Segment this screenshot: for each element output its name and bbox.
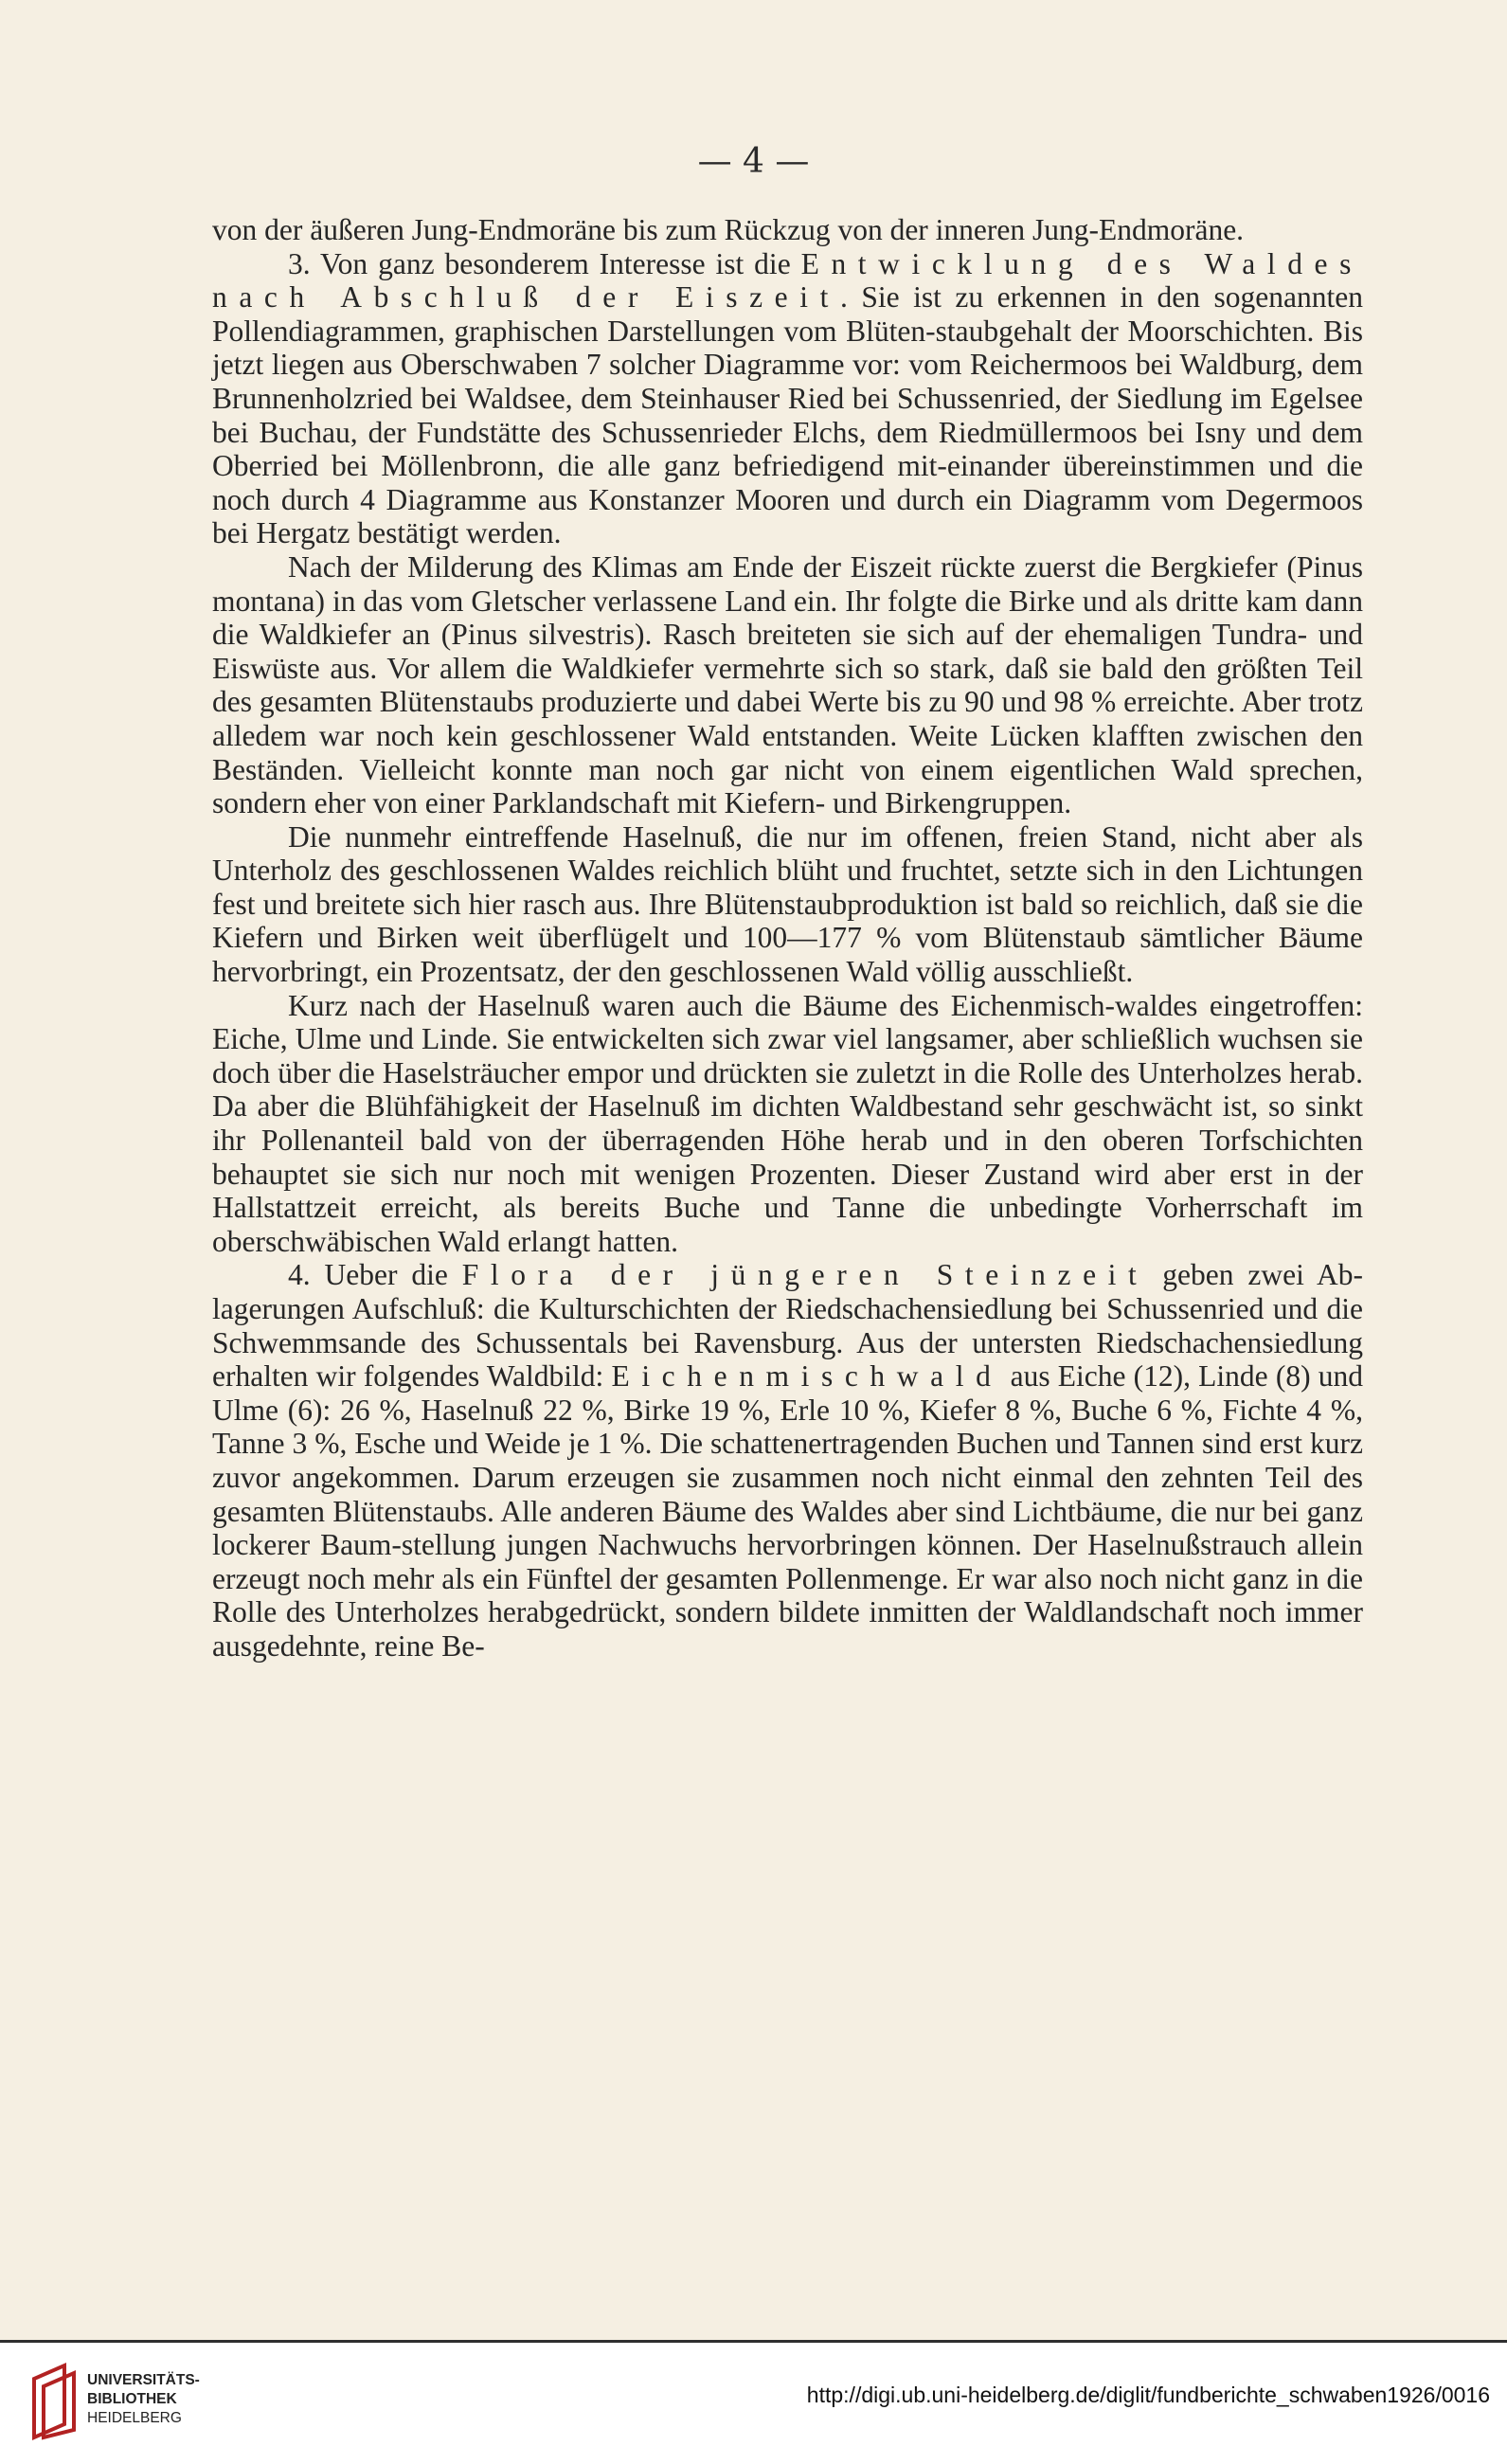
paragraph-text: Die nunmehr eintreffende Haselnuß, die nur im offenen, freien Stand, nicht aber als Unterholz des geschlossenen Waldes reichlich blüht und fruchtet, setzte sich in den Lichtungen fest und breitete sich hier rasch aus. Ihre Blütenstaubproduktion ist bald so reichlich, daß sie die Kiefern und Birken weit überflügelt und 100—177 % vom Blütenstaub sämtlicher Bäume hervorbringt, ein Prozentsatz, der den geschlossenen Wald völlig ausschließt.	[212, 819, 1363, 989]
source-url-link[interactable]: http://digi.ub.uni-heidelberg.de/diglit/fundberichte_schwaben1926/0016	[806, 2383, 1490, 2407]
spaced-emphasis-text: Entwicklung des Waldes nach Abschluß der Eiszeit	[212, 246, 1363, 315]
paragraph-text: aus Eiche (12), Linde (8) und Ulme (6): 26 %, Haselnuß 22 %, Birke 19 %, Erle 10 %, Kiefer 8 %, Buche 6 %, Fichte 4 %, Tanne 3 %, Esche und Weide je 1 %. Die schattenertragenden Buchen und Tannen sind erst kurz zuvor angekommen. Darum erzeugen sie zusammen noch nicht einmal den zehnten Teil des gesamten Blütenstaubs. Alle anderen Bäume des Waldes aber sind Lichtbäume, die nur bei ganz lockerer Baum-stellung jungen Nachwuchs hervorbringen können. Der Haselnußstrauch allein erzeugt noch mehr als ein Fünftel der gesamten Pollenmenge. Er war also noch nicht ganz in die Rolle des Unterholzes herabgedrückt, sondern bildete inmitten der Waldlandschaft noch immer ausgedehnte, reine Be-	[212, 1359, 1363, 1663]
paragraph	[212, 820, 1363, 989]
body-text	[212, 213, 1363, 1664]
library-name-line2: BIBLIOTHEK	[87, 2391, 177, 2407]
paragraph	[212, 213, 1363, 247]
paragraph	[212, 1258, 1363, 1663]
paragraph	[212, 989, 1363, 1259]
library-name-line1: UNIVERSITÄTS-	[87, 2372, 200, 2388]
library-name	[87, 2371, 200, 2428]
paragraph-text: . Sie ist zu erkennen in den sogenannten Pollendiagrammen, graphischen Darstellungen vom Blüten-staubgehalt der Moorschichten. Bis jetzt liegen aus Oberschwaben 7 solcher Diagramme vor: vom Reichermoos bei Waldburg, dem Brunnenholzried bei Waldsee, dem Steinhauser Ried bei Schussenried, der Siedlung im Egelsee bei Buchau, der Fundstätte des Schussenrieder Elchs, dem Riedmüllermoos bei Isny und dem Oberried bei Möllenbronn, die alle ganz befriedigend mit-einander übereinstimmen und die noch durch 4 Diagramme aus Konstanzer Mooren und durch ein Diagramm vom Degermoos bei Hergatz bestätigt werden.	[212, 280, 1363, 550]
footer-bar	[0, 2343, 1507, 2464]
paragraph-text: Kurz nach der Haselnuß waren auch die Bäume des Eichenmisch-waldes eingetroffen: Eiche, Ulme und Linde. Sie entwickelten sich zwar viel langsamer, aber schließlich wuchsen sie doch über die Haselsträucher empor und drückten sie zuletzt in die Rolle des Unterholzes herab. Da aber die Blühfähigkeit der Haselnuß im dichten Waldbestand sehr geschwächt ist, so sinkt ihr Pollenanteil bald von der überragenden Höhe herab und in den oberen Torfschichten behauptet sie sich nur noch mit wenigen Prozenten. Dieser Zustand wird aber erst in der Hallstattzeit erreicht, als bereits Buche und Tanne die unbedingte Vorherrschaft im oberschwäbischen Wald erlangt hatten.	[212, 988, 1363, 1258]
paragraph	[212, 247, 1363, 550]
spaced-emphasis-text: Flora der jüngeren Steinzeit	[461, 1258, 1149, 1292]
library-logo-icon	[27, 2362, 93, 2441]
paragraph-text: 4. Ueber die	[288, 1258, 462, 1292]
page-number: — 4 —	[697, 142, 810, 181]
paragraph-text: Nach der Milderung des Klimas am Ende der Eiszeit rückte zuerst die Bergkiefer (Pinus montana) in das vom Gletscher verlassene Land ein. Ihr folgte die Birke und als dritte kam dann die Waldkiefer an (Pinus silvestris). Rasch breiteten sie sich auf der ehemaligen Tundra- und Eiswüste aus. Vor allem die Waldkiefer vermehrte sich so stark, daß sie bald den größten Teil des gesamten Blütenstaubs produzierte und dabei Werte bis zu 90 und 98 % erreichte. Aber trotz alledem war noch kein geschlossener Wald entstanden. Weite Lücken klafften zwischen den Beständen. Vielleicht konnte man noch gar nicht von einem eigentlichen Wald sprechen, sondern eher von einer Parklandschaft mit Kiefern- und Birkengruppen.	[212, 549, 1363, 820]
paragraph-text: 3. Von ganz besonderem Interesse ist die	[288, 246, 801, 280]
paragraph-text: von der äußeren Jung-Endmoräne bis zum Rückzug von der inneren Jung-Endmoräne.	[212, 213, 1245, 246]
paragraph	[212, 550, 1363, 820]
paragraph-text: geben zwei Ab-lagerungen Aufschluß: die Kulturschichten der Riedschachensiedlung bei Schussenried und die Schwemmsande des Schussentals bei Ravensburg. Aus der untersten Riedschachensiedlung erhalten wir folgendes Waldbild:	[212, 1258, 1363, 1394]
spaced-emphasis-text: Eichenmischwald	[611, 1359, 1003, 1394]
library-name-line3: HEIDELBERG	[87, 2410, 182, 2426]
